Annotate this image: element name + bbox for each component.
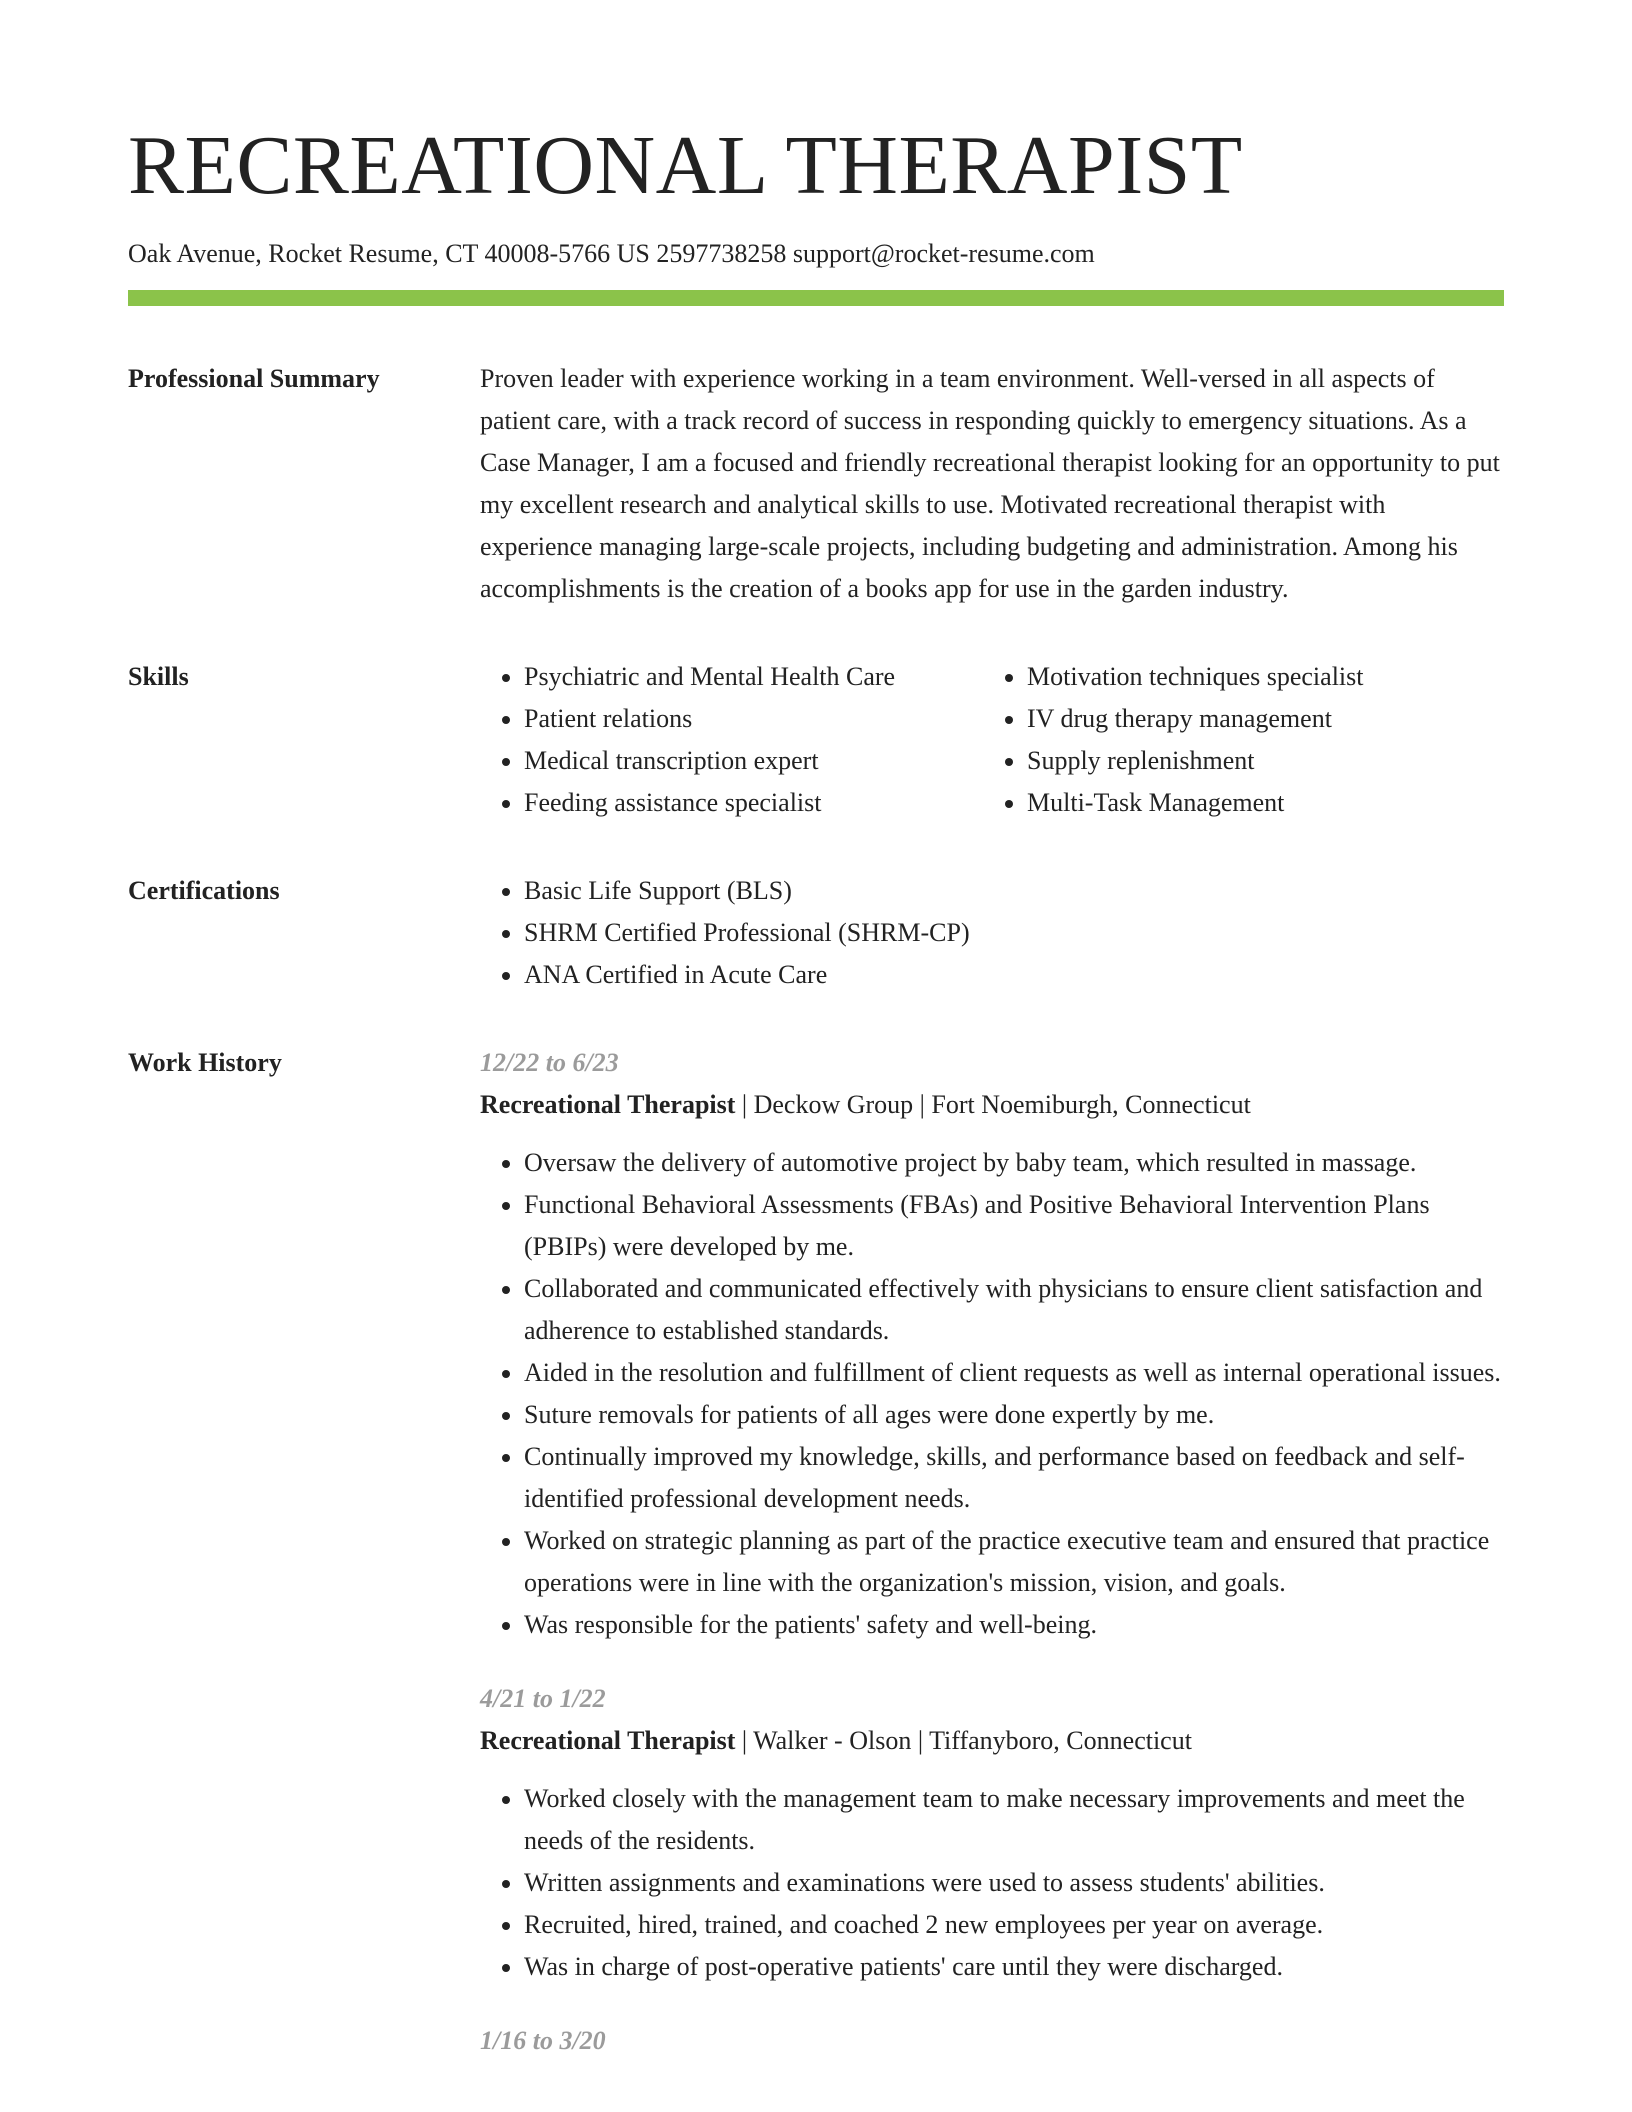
section-body — [480, 1042, 1504, 2062]
section-title: Skills — [128, 662, 189, 691]
skill-item: • Patient relations — [524, 698, 983, 740]
skill-item: • Supply replenishment — [1027, 740, 1486, 782]
job-details: | Walker - Olson | Tiffanyboro, Connecticut — [735, 1726, 1192, 1755]
section-title: Certifications — [128, 876, 280, 905]
skill-item: • Motivation techniques specialist — [1027, 656, 1486, 698]
skills-column-right — [983, 656, 1486, 824]
skill-item: • IV drug therapy management — [1027, 698, 1486, 740]
job-entry — [480, 2020, 1504, 2062]
section-certifications — [128, 870, 1504, 996]
job-bullet: • Aided in the resolution and fulfillment of client requests as well as internal operational issues. — [524, 1352, 1504, 1394]
job-bullet: • Continually improved my knowledge, skills, and performance based on feedback and self-identified professional development needs. — [524, 1436, 1504, 1520]
job-bullet: • Was responsible for the patients' safety and well-being. — [524, 1604, 1504, 1646]
job-bullet: • Functional Behavioral Assessments (FBAs) and Positive Behavioral Intervention Plans (PBIPs) were developed by me. — [524, 1184, 1504, 1268]
job-bullet: • Suture removals for patients of all ages were done expertly by me. — [524, 1394, 1504, 1436]
section-title: Work History — [128, 1048, 282, 1077]
skill-item: • Multi-Task Management — [1027, 782, 1486, 824]
header-divider — [128, 290, 1504, 306]
section-professional-summary — [128, 358, 1504, 610]
job-dates: 12/22 to 6/23 — [480, 1048, 619, 1077]
job-bullets — [480, 1778, 1504, 1988]
job-header — [480, 1720, 1504, 1762]
job-bullet: • Oversaw the delivery of automotive project by baby team, which resulted in massage. — [524, 1142, 1504, 1184]
section-title: Professional Summary — [128, 364, 380, 393]
job-details: | Deckow Group | Fort Noemiburgh, Connecticut — [735, 1090, 1251, 1119]
job-title: Recreational Therapist — [480, 1090, 736, 1119]
section-work-history — [128, 1042, 1504, 2062]
skill-item: • Medical transcription expert — [524, 740, 983, 782]
job-bullet: • Written assignments and examinations were used to assess students' abilities. — [524, 1862, 1504, 1904]
certification-item: • ANA Certified in Acute Care — [524, 954, 1504, 996]
job-bullet: • Was in charge of post-operative patients' care until they were discharged. — [524, 1946, 1504, 1988]
certification-item: • Basic Life Support (BLS) — [524, 870, 1504, 912]
skills-column-left — [480, 656, 983, 824]
job-entry — [480, 1678, 1504, 1988]
resume-page — [128, 0, 1504, 2062]
job-title: Recreational Therapist — [480, 1726, 736, 1755]
certification-item: • SHRM Certified Professional (SHRM-CP) — [524, 912, 1504, 954]
job-bullets — [480, 1142, 1504, 1646]
summary-text: Proven leader with experience working in a team environment. Well-versed in all aspects of patient care, with a track record of success in responding quickly to emergency situations. As a Case Manager, I am a focused and friendly recreational therapist looking for an opportunity to put my excellent research and analytical skills to use. Motivated recreational therapist with experience managing large-scale projects, including budgeting and administration. Among his accomplishments is the creation of a books app for use in the garden industry. — [480, 364, 1500, 603]
job-bullet: • Worked on strategic planning as part of the practice executive team and ensured that practice operations were in line with the organization's mission, vision, and goals. — [524, 1520, 1504, 1604]
section-body — [480, 358, 1504, 610]
resume-name: RECREATIONAL THERAPIST — [128, 119, 1243, 212]
job-header — [480, 1084, 1504, 1126]
job-dates: 4/21 to 1/22 — [480, 1684, 606, 1713]
job-entry — [480, 1042, 1504, 1646]
job-bullet: • Recruited, hired, trained, and coached 2 new employees per year on average. — [524, 1904, 1504, 1946]
job-bullet: • Worked closely with the management team to make necessary improvements and meet the needs of the residents. — [524, 1778, 1504, 1862]
skill-item: • Feeding assistance specialist — [524, 782, 983, 824]
skills-grid — [480, 656, 1504, 824]
section-body — [480, 870, 1504, 996]
section-skills — [128, 656, 1504, 824]
contact-info: Oak Avenue, Rocket Resume, CT 40008-5766 US 2597738258 support@rocket-resume.com — [128, 239, 1095, 268]
job-dates: 1/16 to 3/20 — [480, 2026, 606, 2055]
skill-item: • Psychiatric and Mental Health Care — [524, 656, 983, 698]
job-bullet: • Collaborated and communicated effectively with physicians to ensure client satisfaction and adherence to established standards. — [524, 1268, 1504, 1352]
